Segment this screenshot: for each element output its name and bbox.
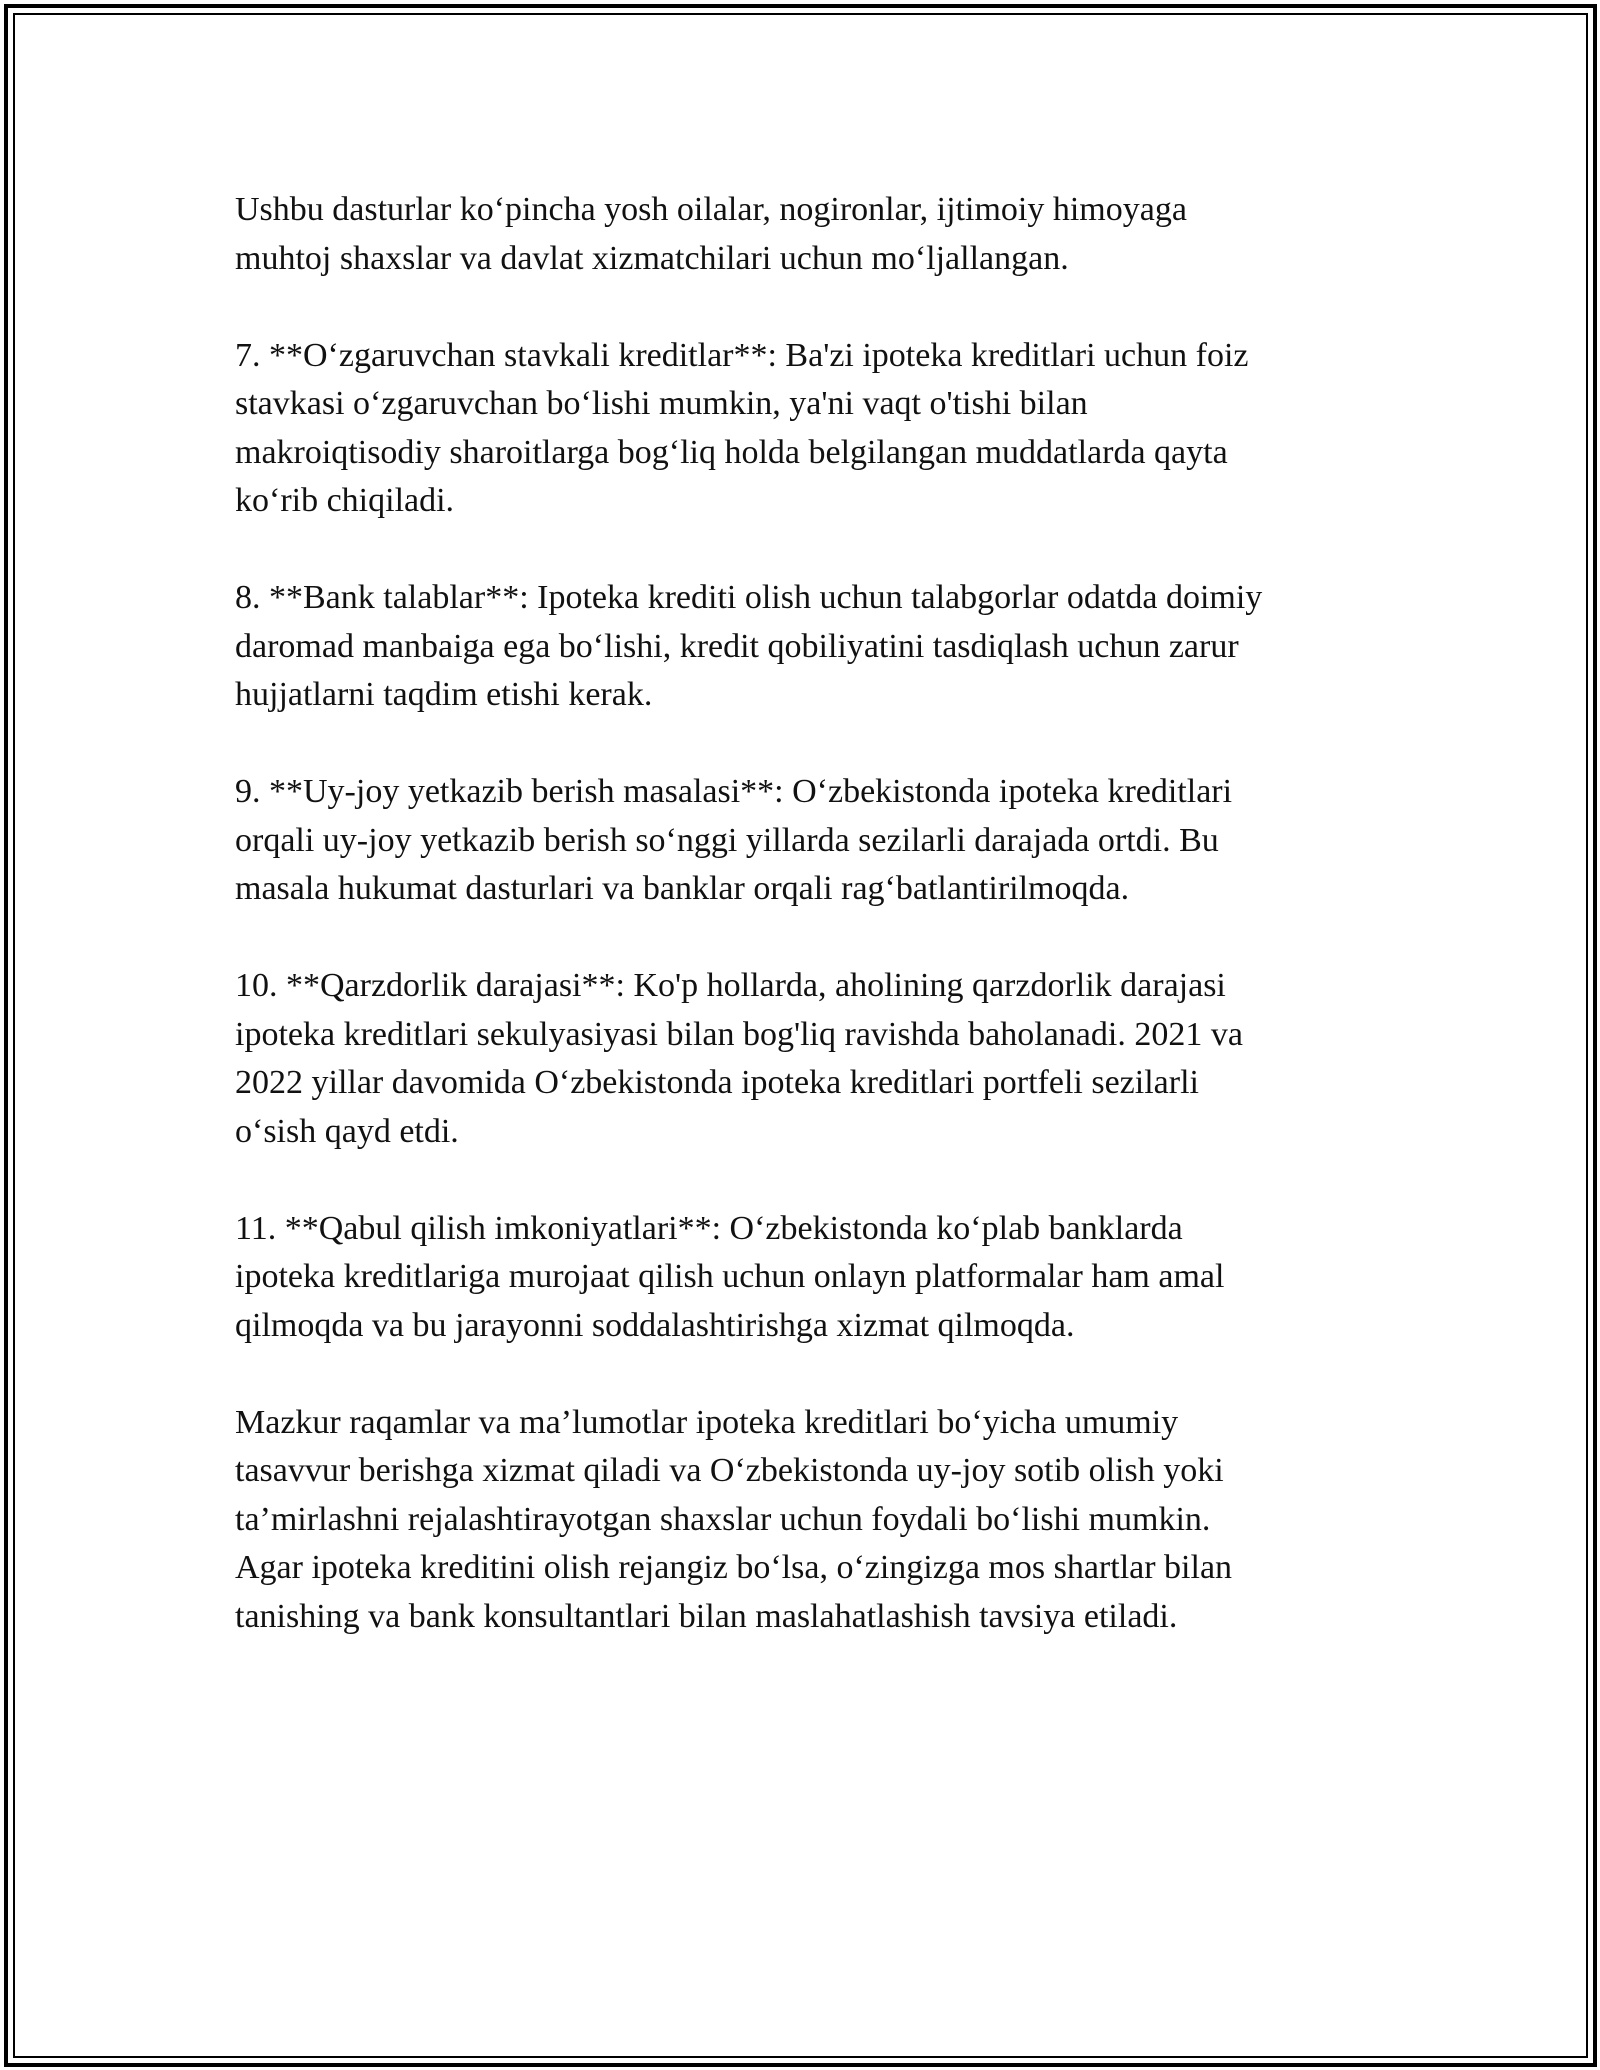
paragraph-item-9: 9. **Uy-joy yetkazib berish masalasi**: O‘zbekistonda ipoteka kreditlari orqali uy-joy yetkazib berish so‘nggi yillarda sezilarli darajada ortdi. Bu masala hukumat dasturlari va banklar orqali rag‘batlantirilmoqda. (235, 773, 1233, 907)
paragraph-item-8: 8. **Bank talablar**: Ipoteka krediti olish uchun talabgorlar odatda doimiy daromad manbaiga ega bo‘lishi, kredit qobiliyatini tasdiqlash uchun zarur hujjatlarni taqdim etishi kerak. (235, 579, 1263, 713)
paragraph-item-11: 11. **Qabul qilish imkoniyatlari**: O‘zbekistonda ko‘plab banklarda ipoteka kreditlariga murojaat qilish uchun onlayn platformalar ham amal qilmoqda va bu jarayonni soddalashtirishga xizmat qilmoqda. (235, 1209, 1225, 1344)
paragraph-item-7: 7. **O‘zgaruvchan stavkali kreditlar**: Ba'zi ipoteka kreditlari uchun foiz stavkasi o‘zgaruvchan bo‘lishi mumkin, ya'ni vaqt o'tishi bilan makroiqtisodiy sharoitlarga bog‘liq holda belgilangan muddatlarda qayta ko‘rib chiqiladi. (235, 336, 1249, 519)
document-body (235, 186, 1365, 1690)
paragraph-conclusion: Mazkur raqamlar va ma’lumotlar ipoteka kreditlari bo‘yicha umumiy tasavvur berishga xizmat qiladi va O‘zbekistonda uy-joy sotib olish yoki ta’mirlashni rejalashtirayotgan shaxslar uchun foydali bo‘lishi mumkin. Agar ipoteka kreditini olish rejangiz bo‘lsa, o‘zingizga mos shartlar bilan tanishing va bank konsultantlari bilan maslahatlashish tavsiya etiladi. (235, 1403, 1233, 1635)
paragraph-intro: Ushbu dasturlar ko‘pincha yosh oilalar, nogironlar, ijtimoiy himoyaga muhtoj shaxslar va davlat xizmatchilari uchun mo‘ljallangan. (235, 191, 1187, 277)
paragraph-item-10: 10. **Qarzdorlik darajasi**: Ko'p hollarda, aholining qarzdorlik darajasi ipoteka kreditlari sekulyasiyasi bilan bog'liq ravishda baholanadi. 2021 va 2022 yillar davomida O‘zbekistonda ipoteka kreditlari portfeli sezilarli o‘sish qayd etdi. (235, 967, 1243, 1150)
